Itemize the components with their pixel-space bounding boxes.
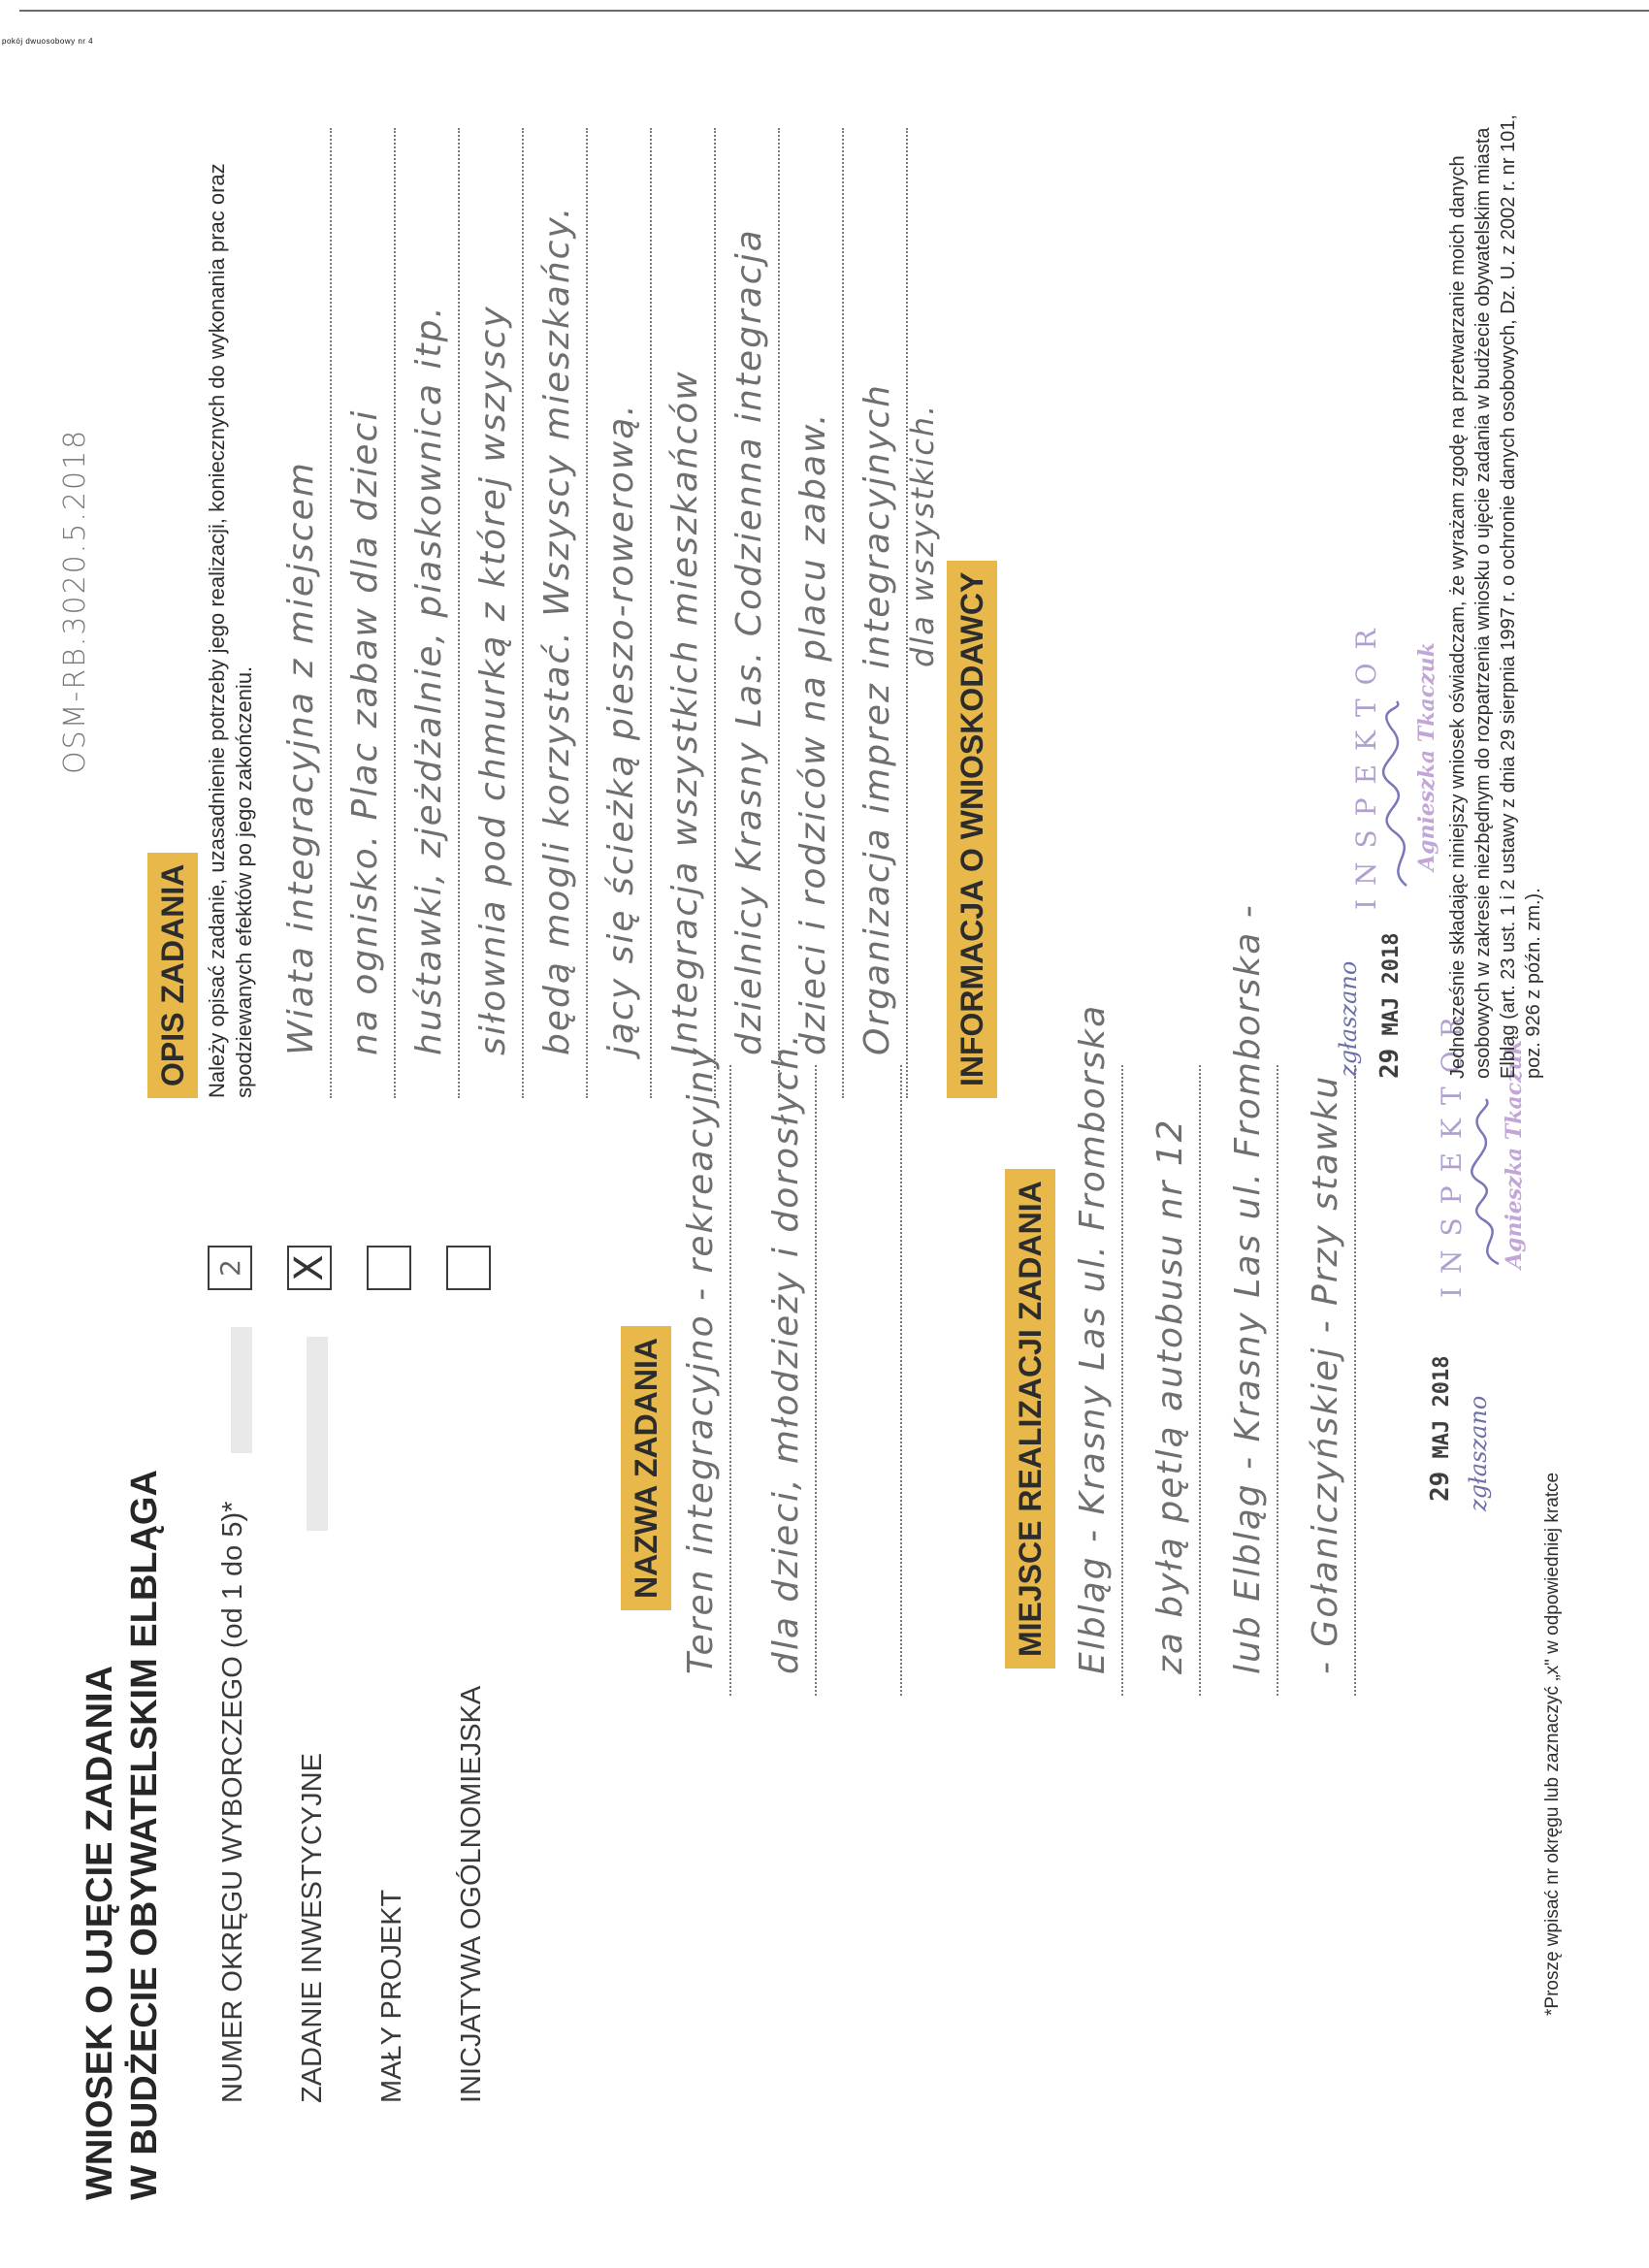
opis-line-3: huśtawki, zjeżdżalnie, piaskownica itp.	[409, 305, 449, 1055]
district-number-box[interactable]: 2	[208, 1246, 252, 1290]
nazwa-dotted-line-3	[900, 1065, 902, 1696]
miejsce-dotted-line-4	[1354, 1065, 1356, 1696]
stamp-date-month-year-right: MAJ 2018	[1379, 932, 1404, 1036]
miejsce-heading: MIEJSCE REALIZACJI ZADANIA	[1005, 1169, 1055, 1669]
small-project-checkbox[interactable]	[367, 1246, 411, 1290]
nazwa-heading: NAZWA ZADANIA	[621, 1326, 671, 1610]
opis-line-6: jący się ścieżką pieszo-rowerową.	[601, 403, 641, 1055]
wnioskodawca-heading: INFORMACJA O WNIOSKODAWCY	[947, 561, 997, 1098]
handwritten-note-right: zgłaszano	[1335, 960, 1362, 1077]
city-wide-checkbox[interactable]	[446, 1246, 491, 1290]
form-title-line1: WNIOSEK O UJĘCIE ZADANIA	[80, 1665, 120, 2200]
opis-line-2: na ognisko. Plac zabaw dla dzieci	[345, 408, 385, 1055]
stamp-date-month-year: MAJ 2018	[1430, 1355, 1454, 1459]
investment-checkbox[interactable]: X	[287, 1246, 332, 1290]
opis-heading: OPIS ZADANIA	[147, 853, 198, 1098]
stamp-name-right: Agnieszka Tkaczuk	[1414, 642, 1439, 871]
stamp-date-left	[1426, 1355, 1455, 1502]
opis-dotted-line-5	[586, 128, 588, 1098]
miejsce-line-3: lub Elbląg - Krasny Las ul. Fromborska -	[1228, 903, 1268, 1674]
form-title	[78, 1470, 167, 2200]
stamp-inspektor-right: INSPEKTOR	[1350, 615, 1382, 910]
nazwa-line-1: Teren integracyjno - rekreacyjny	[681, 1046, 721, 1674]
opis-line-1: Wiata integracyjna z miejscem	[281, 461, 321, 1055]
field-label-city-wide: INICJATYWA OGÓLNOMIEJSKA	[456, 1685, 487, 2103]
opis-dotted-line-6	[650, 128, 652, 1098]
miejsce-dotted-line-1	[1121, 1065, 1123, 1696]
consent-statement: Jednocześnie składając niniejszy wniosek oświadczam, że wyrażam zgodę na przetwarzanie moich danych osobowych w zakresie niezbędnym do rozpatrzenia wniosku o ujęcie zadania w budżecie obywatelskim miasta Elbląg (art. 23 ust. 1 i 2 ustawy z dnia 29 sierpnia 1997 r. o ochronie danych osobowych, Dz. U. z 2002 r. nr 101, poz. 926 z późn. zm.).	[1447, 114, 1544, 1079]
opis-dotted-line-1	[330, 128, 332, 1098]
nazwa-dotted-line-1	[729, 1065, 731, 1696]
miejsce-dotted-line-2	[1199, 1065, 1201, 1696]
header-tag: pokój dwuosobowy nr 4	[2, 37, 94, 46]
miejsce-line-4: - Gołaniczyńskiej - Przy stawku	[1306, 1074, 1345, 1674]
miejsce-line-2: za byłą pętlą autobusu nr 12	[1150, 1118, 1190, 1674]
field-label-district: NUMER OKRĘGU WYBORCZEGO (od 1 do 5)*	[217, 1501, 248, 2103]
opis-line-11: dla wszystkich.	[904, 403, 941, 667]
handwritten-note-left: zgłaszano	[1465, 1395, 1492, 1511]
stamp-date-day: 29	[1426, 1471, 1455, 1502]
miejsce-line-1: Elbląg - Krasny Las ul. Fromborska	[1073, 1003, 1113, 1674]
stamp-date-day-right: 29	[1375, 1048, 1405, 1079]
nazwa-line-2: dla dzieci, młodzieży i dorosłych.	[766, 1032, 806, 1674]
opis-line-7: Integracja wszystkich mieszkańców	[665, 370, 705, 1055]
stamp-inspektor-left: INSPEKTOR	[1436, 1003, 1468, 1298]
scan-grey-mark	[231, 1327, 252, 1453]
nazwa-dotted-line-2	[815, 1065, 817, 1696]
opis-dotted-line-8	[778, 128, 780, 1098]
opis-instructions: Należy opisać zadanie, uzasadnienie potrzeby jego realizacji, koniecznych do wykonania prac oraz spodziewanych efektów po jego zakończeniu.	[205, 163, 256, 1098]
form-title-line2: W BUDŻECIE OBYWATELSKIM ELBLĄGA	[124, 1470, 165, 2200]
reference-number: OSM-RB.3020.5.2018	[58, 428, 92, 774]
opis-line-8: dzielnicy Krasny Las. Codzienna integracja	[729, 228, 769, 1055]
opis-dotted-line-9	[842, 128, 844, 1098]
opis-dotted-line-4	[522, 128, 524, 1098]
opis-line-10: Organizacja imprez integracyjnych	[857, 383, 897, 1055]
field-label-small-project: MAŁY PROJEKT	[376, 1889, 407, 2103]
stamp-date-right	[1375, 932, 1405, 1079]
opis-dotted-line-2	[394, 128, 396, 1098]
opis-line-9: dzieci i rodziców na placu zabaw.	[793, 411, 833, 1055]
opis-dotted-line-3	[458, 128, 460, 1098]
opis-dotted-line-7	[714, 128, 716, 1098]
opis-line-4: siłownia pod chmurką z której wszyscy	[473, 305, 513, 1055]
scan-grey-mark	[307, 1337, 328, 1531]
miejsce-dotted-line-3	[1277, 1065, 1278, 1696]
form-footnote: *Proszę wpisać nr okręgu lub zaznaczyć „x" w odpowiedniej kratce	[1542, 1472, 1563, 2016]
field-label-investment: ZADANIE INWESTYCYJNE	[297, 1753, 328, 2103]
stamp-name-left: Agnieszka Tkaczuk	[1502, 1040, 1527, 1269]
opis-line-5: będą mogli korzystać. Wszyscy mieszkańcy.	[537, 205, 577, 1055]
